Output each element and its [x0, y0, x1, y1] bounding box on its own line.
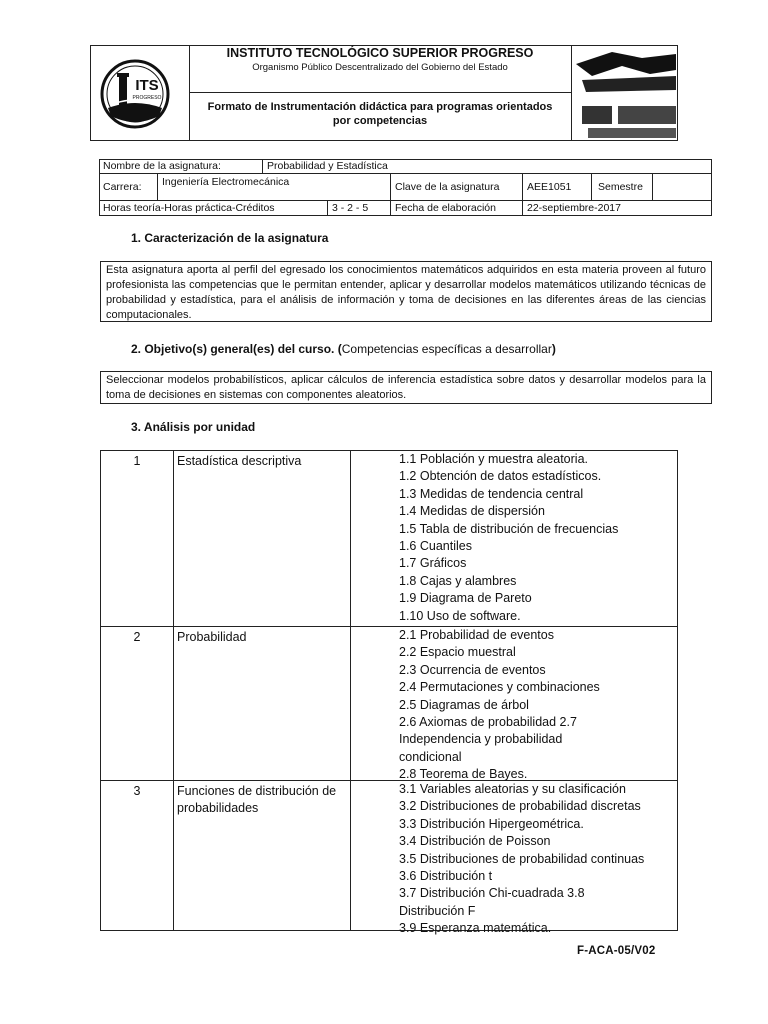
section-2-title-main: 2. Objetivo(s) general(es) del curso. (: [131, 342, 342, 356]
format-title: Formato de Instrumentación didáctica para programas orientados por competencias: [207, 101, 553, 127]
units-table: [100, 450, 678, 936]
topic-item: 3.4 Distribución de Poisson: [399, 834, 551, 849]
section-2-title: [131, 342, 556, 356]
topic-item: 2.4 Permutaciones y combinaciones: [399, 680, 600, 695]
career-label: Carrera:: [103, 181, 142, 193]
unit-name: Estadística descriptiva: [177, 454, 302, 468]
logo-cell: [91, 46, 190, 140]
section-2-title-note: Competencias específicas a desarrollar: [341, 342, 552, 356]
unit-name: Probabilidad: [177, 630, 247, 644]
topic-item: 2.2 Espacio muestral: [399, 645, 516, 660]
topic-item: 1.4 Medidas de dispersión: [399, 504, 545, 519]
topic-item: 3.3 Distribución Hipergeométrica.: [399, 816, 584, 831]
subject-info-table: [99, 159, 712, 216]
topic-item: 1.10 Uso de software.: [399, 608, 521, 623]
key-label: Clave de la asignatura: [395, 181, 500, 193]
topic-item: Independencia y probabilidad: [399, 732, 563, 747]
logo-subtext: PROGRESO: [132, 95, 162, 101]
hours-label: Horas teoría-Horas práctica-Créditos: [103, 202, 275, 214]
section-3-title: 3. Análisis por unidad: [131, 420, 256, 434]
unit-number: 2: [133, 630, 141, 644]
hours-value: 3 - 2 - 5: [332, 202, 369, 214]
career-value: Ingeniería Electromecánica: [162, 176, 290, 188]
topic-item: 1.5 Tabla de distribución de frecuencias: [399, 521, 619, 536]
topic-item: 1.9 Diagrama de Pareto: [399, 591, 532, 606]
unit-topics: [399, 781, 675, 938]
topic-item: 1.2 Obtención de datos estadísticos.: [399, 469, 602, 484]
subject-label: Nombre de la asignatura:: [103, 160, 221, 172]
unit-row: [101, 781, 677, 936]
topic-item: 3.5 Distribuciones de probabilidad continuas: [399, 851, 645, 866]
topic-item: 1.1 Población y muestra aleatoria.: [399, 452, 588, 466]
date-label: Fecha de elaboración: [395, 202, 496, 214]
topic-item: 3.2 Distribuciones de probabilidad discretas: [399, 799, 641, 814]
brand-image: [572, 46, 677, 140]
unit-topics: [399, 451, 675, 625]
topic-item: 3.1 Variables aleatorias y su clasificación: [399, 782, 626, 796]
topic-item: 3.6 Distribución t: [399, 869, 493, 884]
topic-item: 1.7 Gráficos: [399, 556, 467, 571]
topic-item: 3.9 Esperanza matemática.: [399, 921, 552, 936]
form-code: F-ACA-05/V02: [577, 945, 656, 957]
topic-item: condicional: [399, 749, 462, 764]
unit-number: 1: [133, 454, 141, 468]
topic-item: 2.8 Teorema de Bayes.: [399, 767, 528, 782]
section-1-text: Esta asignatura aporta al perfil del egresado los conocimientos matemáticos adquiridos en esta materia proveen al futuro profesionista las competencias que le permitan entender, aplicar y desarrollar modelos matemáticos utilizando técnicas de probabilidad y estadística, para el análisis de información y toma de decisiones en las diferentes áreas de las ciencias computacionales.: [100, 261, 712, 322]
logo-text: ITS: [135, 77, 159, 94]
key-value: AEE1051: [527, 181, 572, 193]
title-cell: [189, 46, 572, 140]
topic-item: 1.3 Medidas de tendencia central: [399, 486, 584, 501]
topic-item: Distribución F: [399, 903, 476, 918]
topic-item: 1.6 Cuantiles: [399, 539, 472, 554]
unit-name: Funciones de distribución de probabilidades: [177, 784, 337, 816]
semester-label: Semestre: [598, 181, 643, 193]
date-value: 22-septiembre-2017: [527, 202, 621, 214]
subject-value: Probabilidad y Estadística: [267, 160, 388, 172]
unit-topics: [399, 627, 675, 784]
section-2-text: Seleccionar modelos probabilísticos, aplicar cálculos de inferencia estadística sobre datos y desarrollar modelos para la toma de decisiones en sistemas con componentes aleatorios.: [100, 371, 712, 404]
topic-item: 1.8 Cajas y alambres: [399, 573, 517, 588]
unit-row: [101, 451, 677, 627]
topic-item: 2.1 Probabilidad de eventos: [399, 628, 554, 642]
topic-item: 2.5 Diagramas de árbol: [399, 697, 529, 712]
topic-item: 2.6 Axiomas de probabilidad 2.7: [399, 715, 577, 730]
topic-item: 2.3 Ocurrencia de eventos: [399, 662, 546, 677]
its-logo: [91, 46, 189, 140]
unit-number: 3: [133, 784, 141, 798]
unit-row: [101, 627, 677, 781]
institution-subtitle: Organismo Público Descentralizado del Gobierno del Estado: [252, 62, 508, 73]
document-header: [90, 45, 678, 141]
topic-item: 3.7 Distribución Chi-cuadrada 3.8: [399, 886, 585, 901]
section-2-title-close: ): [551, 342, 556, 356]
institution-name: INSTITUTO TECNOLÓGICO SUPERIOR PROGRESO: [226, 46, 534, 60]
section-1-title: 1. Caracterización de la asignatura: [131, 231, 329, 245]
